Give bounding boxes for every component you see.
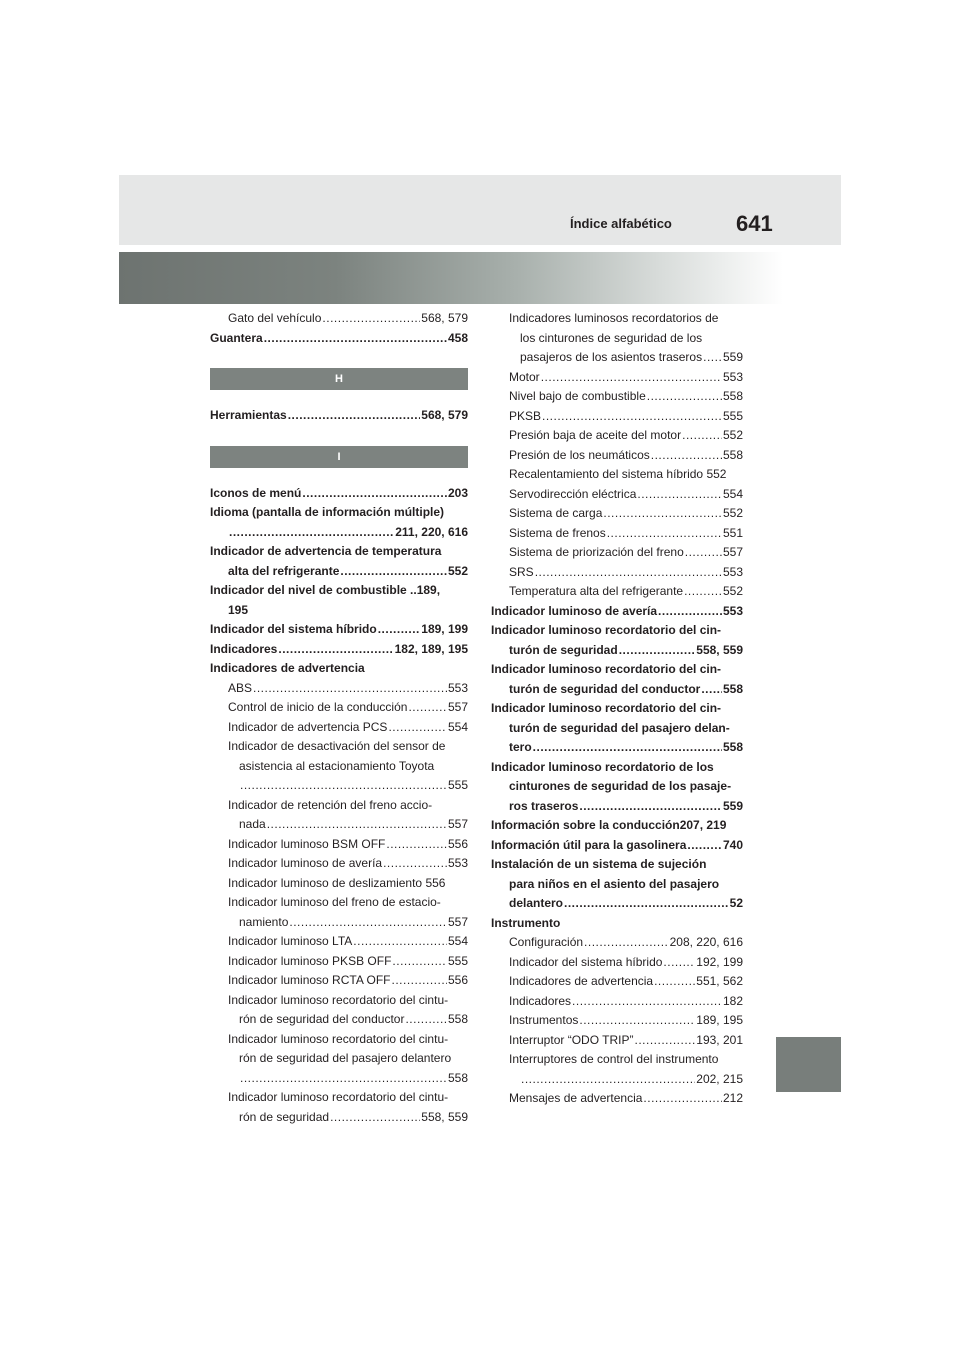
index-entry-pages: 554 — [722, 486, 743, 501]
index-entry-text: Recalentamiento del sistema híbrido 552 — [509, 467, 727, 481]
dot-leader — [264, 329, 447, 349]
index-entry-pages: 740 — [722, 837, 743, 852]
index-entry-text: Sistema de carga — [509, 506, 603, 520]
index-entry — [210, 1030, 468, 1050]
index-entry-pages: 558 — [722, 740, 743, 754]
index-entry — [210, 1088, 468, 1108]
dot-leader — [240, 776, 447, 796]
index-entry-text: namiento — [239, 914, 289, 929]
dot-leader — [701, 680, 722, 700]
index-entry-pages: 551, 562 — [696, 974, 743, 988]
index-entry — [491, 777, 743, 797]
index-entry-pages: 555 — [447, 778, 468, 792]
dot-leader — [405, 1010, 447, 1030]
index-entry-text: Indicador luminoso recordatorio del cintu- — [228, 992, 449, 1007]
index-entry-pages: 558 — [722, 389, 743, 403]
index-entry-text: Presión baja de aceite del motor — [509, 428, 682, 442]
dot-leader — [229, 523, 394, 543]
index-entry-pages: 553 — [722, 603, 743, 618]
index-entry — [210, 718, 468, 738]
index-entry-pages: 556 — [447, 836, 468, 851]
index-entry-text: Indicador de advertencia de temperatura — [210, 544, 442, 558]
dot-leader — [388, 718, 447, 738]
index-entry-text: turón de seguridad del conductor — [509, 681, 701, 696]
index-entry — [491, 1050, 743, 1070]
index-entry — [491, 855, 743, 875]
index-entry-pages: 189, 195 — [696, 1013, 743, 1027]
index-entry-text: nada — [239, 817, 266, 831]
index-entry-text: Presión de los neumáticos — [509, 447, 650, 462]
index-entry — [491, 582, 743, 602]
index-entry-pages: 208, 220, 616 — [669, 935, 743, 949]
section-header-h: H — [210, 368, 468, 390]
index-entry — [491, 797, 743, 817]
index-entry-text: rón de seguridad del pasajero delantero — [239, 1051, 452, 1065]
dot-leader — [278, 640, 393, 660]
index-entry-text: Indicador luminoso de avería — [491, 603, 658, 618]
index-entry — [210, 406, 468, 426]
dot-leader — [521, 1070, 695, 1090]
dot-leader — [572, 992, 722, 1012]
index-entry — [491, 543, 743, 563]
index-entry-text: Interruptores de control del instrumento — [509, 1052, 719, 1066]
index-entry — [491, 894, 743, 914]
index-entry-text: PKSB — [509, 408, 542, 423]
dot-leader — [535, 563, 722, 583]
right-column — [491, 309, 743, 1109]
index-entry-pages: 558 — [722, 447, 743, 462]
dot-leader — [579, 1011, 695, 1031]
index-entry-pages: 554 — [447, 934, 468, 948]
index-list-i — [210, 484, 468, 1128]
index-entry-text: Interruptor “ODO TRIP” — [509, 1032, 634, 1047]
index-entry — [491, 641, 743, 661]
index-entry — [210, 640, 468, 660]
dot-leader — [703, 348, 722, 368]
index-entry — [491, 972, 743, 992]
index-entry-pages: 551 — [722, 525, 743, 540]
index-entry-text: 195 — [228, 602, 249, 617]
index-entry-text: Herramientas — [210, 408, 287, 422]
index-entry-text: Indicadores — [210, 641, 278, 656]
dot-leader — [663, 953, 695, 973]
index-entry-pages: 558 — [722, 681, 743, 696]
index-entry-text: Indicadores de advertencia — [509, 974, 654, 988]
index-entry-text: tero — [509, 740, 532, 754]
index-entry-pages: 568, 579 — [421, 408, 468, 422]
dot-leader — [687, 836, 722, 856]
index-list-h — [210, 406, 468, 426]
index-entry-pages: 555 — [722, 408, 743, 423]
index-entry-pages: 558 — [447, 1070, 468, 1085]
index-entry — [491, 621, 743, 641]
dot-leader — [647, 387, 722, 407]
index-entry — [491, 836, 743, 856]
dot-leader — [392, 952, 447, 972]
dot-leader — [340, 562, 447, 582]
index-entry — [210, 620, 468, 640]
index-entry-text: ABS — [228, 680, 253, 695]
index-entry — [491, 738, 743, 758]
index-entry-pages: 552 — [722, 428, 743, 442]
index-entry-pages: 557 — [722, 545, 743, 559]
index-entry — [210, 562, 468, 582]
index-entry-pages: 552 — [722, 506, 743, 520]
index-entry — [210, 893, 468, 913]
index-entry — [491, 680, 743, 700]
index-entry — [210, 835, 468, 855]
index-entry — [491, 602, 743, 622]
index-entry-pages: 557 — [447, 700, 468, 714]
dot-leader — [353, 932, 447, 952]
index-entry — [210, 503, 468, 523]
index-entry — [210, 659, 468, 679]
index-entry — [491, 699, 743, 719]
index-entry-pages: 552 — [447, 563, 468, 578]
index-entry — [210, 776, 468, 796]
index-entry — [210, 737, 468, 757]
header-gradient-band — [119, 252, 841, 304]
index-entry-pages: 555 — [447, 953, 468, 968]
index-entry-text: Indicador luminoso recordatorio del cintu- — [228, 1031, 449, 1046]
index-entry-text: Indicador del nivel de combustible ..189, — [210, 583, 441, 597]
dot-leader — [684, 582, 722, 602]
left-column — [210, 309, 468, 1127]
index-entry-pages: 557 — [447, 817, 468, 831]
dot-leader — [289, 913, 447, 933]
index-entry — [210, 329, 468, 349]
index-entry — [491, 719, 743, 739]
dot-leader — [408, 698, 447, 718]
index-entry-text: Indicador luminoso recordatorio del cin- — [491, 623, 722, 637]
dot-leader — [330, 1108, 420, 1128]
index-entry-text: delantero — [509, 896, 564, 910]
index-entry — [491, 1011, 743, 1031]
index-entry-text: Guantera — [210, 330, 263, 345]
index-entry-pages: 203 — [447, 485, 468, 500]
index-entry-text: Indicador luminoso del freno de estacio- — [228, 895, 441, 909]
section-title: Índice alfabético — [570, 216, 672, 231]
index-entry-text: Gato del vehículo — [228, 311, 322, 325]
dot-leader — [685, 543, 722, 563]
index-entry-pages: 568, 579 — [421, 311, 468, 325]
index-entry-pages: 559 — [722, 798, 743, 813]
index-entry-text: Indicador luminoso RCTA OFF — [228, 973, 391, 987]
dot-leader — [651, 446, 722, 466]
index-entry-text: Temperatura alta del refrigerante — [509, 584, 684, 598]
index-entry-text: Indicadores luminosos recordatorios de — [509, 311, 719, 325]
index-entry-text: turón de seguridad del pasajero delan- — [509, 720, 730, 735]
index-entry-text: Servodirección eléctrica — [509, 486, 637, 501]
index-entry — [491, 446, 743, 466]
index-entry-text: Instrumentos — [509, 1013, 579, 1027]
index-entry-text: Indicadores — [509, 993, 572, 1008]
index-entry — [210, 581, 468, 601]
index-entry — [210, 484, 468, 504]
header-bar — [119, 175, 841, 245]
index-entry-pages: 189, 199 — [421, 622, 468, 636]
dot-leader — [267, 815, 447, 835]
index-entry-text: Indicador luminoso recordatorio del cin- — [491, 701, 722, 715]
index-entry-pages: 182, 189, 195 — [394, 641, 468, 656]
index-entry — [210, 309, 468, 329]
index-entry — [210, 815, 468, 835]
dot-leader — [392, 971, 447, 991]
dot-leader — [302, 484, 447, 504]
index-entry-pages: 52 — [729, 896, 743, 910]
index-entry-pages: 553 — [447, 680, 468, 695]
index-entry-text: los cinturones de seguridad de los — [520, 330, 703, 345]
dot-leader — [579, 797, 722, 817]
dot-leader — [288, 406, 421, 426]
index-entry — [491, 329, 743, 349]
index-entry-pages: 556 — [447, 973, 468, 987]
index-entry — [491, 1089, 743, 1109]
index-entry — [491, 758, 743, 778]
index-entry-text: alta del refrigerante — [228, 563, 340, 578]
index-list-right — [491, 309, 743, 1109]
index-entry-text: Iconos de menú — [210, 485, 302, 500]
dot-leader — [643, 1089, 722, 1109]
dot-leader — [541, 368, 722, 388]
index-entry-text: pasajeros de los asientos traseros — [520, 350, 703, 364]
index-entry-pages: 557 — [447, 914, 468, 929]
page-number: 641 — [736, 211, 773, 236]
index-entry — [491, 660, 743, 680]
index-entry-text: turón de seguridad — [509, 642, 618, 657]
dot-leader — [240, 1069, 447, 1089]
index-entry-pages: 553 — [722, 564, 743, 579]
index-entry — [491, 368, 743, 388]
index-entry — [491, 348, 743, 368]
index-entry — [491, 1070, 743, 1090]
index-entry — [210, 679, 468, 699]
index-entry-text: Sistema de priorización del freno — [509, 545, 684, 559]
index-entry — [210, 523, 468, 543]
index-entry — [491, 407, 743, 427]
index-entry-text: Indicador luminoso LTA — [228, 934, 353, 948]
index-entry — [491, 1031, 743, 1051]
index-entry-text: Instalación de un sistema de sujeción — [491, 857, 707, 871]
dot-leader — [542, 407, 722, 427]
index-entry — [210, 971, 468, 991]
dot-leader — [619, 641, 696, 661]
index-entry-text: Indicador luminoso recordatorio del cin- — [491, 662, 722, 676]
index-entry — [491, 485, 743, 505]
index-entry-text: Información sobre la conducción207, 219 — [491, 818, 727, 832]
dot-leader — [637, 485, 722, 505]
index-entry-pages: 553 — [722, 369, 743, 384]
dot-leader — [634, 1031, 695, 1051]
index-entry — [491, 953, 743, 973]
dot-leader — [607, 524, 722, 544]
index-entry-pages: 558, 559 — [696, 642, 743, 657]
index-entry-text: SRS — [509, 564, 534, 579]
index-entry — [491, 504, 743, 524]
index-entry-text: Idioma (pantalla de información múltiple) — [210, 505, 445, 519]
index-entry — [210, 1049, 468, 1069]
index-entry-text: Indicador de retención del freno accio- — [228, 797, 433, 812]
dot-leader — [564, 894, 729, 914]
index-entry-pages: 193, 201 — [696, 1032, 743, 1047]
index-entry-pages: 552 — [722, 584, 743, 598]
index-entry — [210, 796, 468, 816]
dot-leader — [533, 738, 722, 758]
index-entry-text: Indicador luminoso de deslizamiento 556 — [228, 875, 446, 890]
index-entry-text: Nivel bajo de combustible — [509, 389, 646, 403]
index-entry-text: Instrumento — [491, 915, 561, 930]
index-entry-text: Mensajes de advertencia — [509, 1091, 643, 1105]
index-entry-text: ros traseros — [509, 798, 579, 813]
index-entry — [491, 875, 743, 895]
index-entry-pages: 212 — [722, 1091, 743, 1105]
index-entry — [491, 992, 743, 1012]
dot-leader — [378, 620, 421, 640]
index-entry-text: Indicador luminoso de avería — [228, 856, 383, 870]
index-entry-text: rón de seguridad del conductor — [239, 1012, 405, 1026]
index-entry-text: Indicador de desactivación del sensor de — [228, 739, 446, 753]
index-entry-pages: 202, 215 — [696, 1071, 743, 1086]
index-entry-text: Indicador luminoso recordatorio del cintu- — [228, 1090, 449, 1104]
index-entry — [210, 991, 468, 1011]
index-entry-pages: 558 — [447, 1012, 468, 1026]
index-entry — [210, 952, 468, 972]
index-entry-pages: 559 — [722, 350, 743, 364]
dot-leader — [658, 602, 722, 622]
index-entry — [210, 913, 468, 933]
index-entry-pages: 211, 220, 616 — [395, 524, 468, 539]
index-entry-text: Indicador luminoso BSM OFF — [228, 836, 386, 851]
index-entry — [210, 601, 468, 621]
index-entry — [491, 524, 743, 544]
index-entry-pages: 192, 199 — [696, 954, 743, 969]
index-entry-text: Indicador del sistema híbrido — [509, 954, 663, 969]
dot-leader — [386, 835, 447, 855]
index-entry-text: Control de inicio de la conducción — [228, 700, 408, 714]
index-entry-text: Información útil para la gasolinera — [491, 837, 687, 852]
index-entry — [210, 874, 468, 894]
index-entry — [210, 757, 468, 777]
index-entry — [491, 426, 743, 446]
index-entry — [491, 914, 743, 934]
index-entry — [210, 854, 468, 874]
index-entry-text: Indicador luminoso recordatorio de los — [491, 759, 714, 774]
dot-leader — [253, 679, 447, 699]
index-entry-pages: 458 — [447, 330, 468, 345]
dot-leader — [322, 309, 420, 329]
index-entry-text: Indicador luminoso PKSB OFF — [228, 953, 392, 968]
index-entry-text: Sistema de frenos — [509, 525, 606, 540]
index-entry — [491, 309, 743, 329]
index-entry-text: cinturones de seguridad de los pasaje- — [509, 779, 732, 793]
index-entry — [210, 698, 468, 718]
index-entry-pages: 553 — [447, 856, 468, 870]
index-entry — [210, 932, 468, 952]
index-list-g — [210, 309, 468, 348]
index-entry-text: Indicador del sistema híbrido — [210, 622, 377, 636]
index-entry-text: para niños en el asiento del pasajero — [509, 876, 720, 891]
index-entry — [210, 1010, 468, 1030]
dot-leader — [584, 933, 669, 953]
index-entry — [491, 387, 743, 407]
index-entry-pages: 558, 559 — [421, 1109, 468, 1124]
index-entry-pages: 182 — [722, 993, 743, 1008]
index-entry — [491, 465, 743, 485]
index-entry-pages: 554 — [447, 719, 468, 734]
dot-leader — [603, 504, 722, 524]
side-thumb-tab — [776, 1037, 841, 1092]
dot-leader — [654, 972, 695, 992]
index-entry — [210, 1069, 468, 1089]
index-entry-text: Indicador de advertencia PCS — [228, 719, 388, 734]
index-entry-text: Indicadores de advertencia — [210, 661, 365, 675]
index-entry — [491, 816, 743, 836]
index-entry-text: rón de seguridad — [239, 1109, 330, 1124]
index-entry — [491, 933, 743, 953]
dot-leader — [383, 854, 447, 874]
section-header-i: I — [210, 446, 468, 468]
index-entry-text: asistencia al estacionamiento Toyota — [239, 758, 435, 773]
index-entry-text: Configuración — [509, 935, 584, 949]
index-entry — [210, 1108, 468, 1128]
index-entry — [491, 563, 743, 583]
index-entry-text: Motor — [509, 369, 540, 384]
dot-leader — [682, 426, 722, 446]
index-entry — [210, 542, 468, 562]
